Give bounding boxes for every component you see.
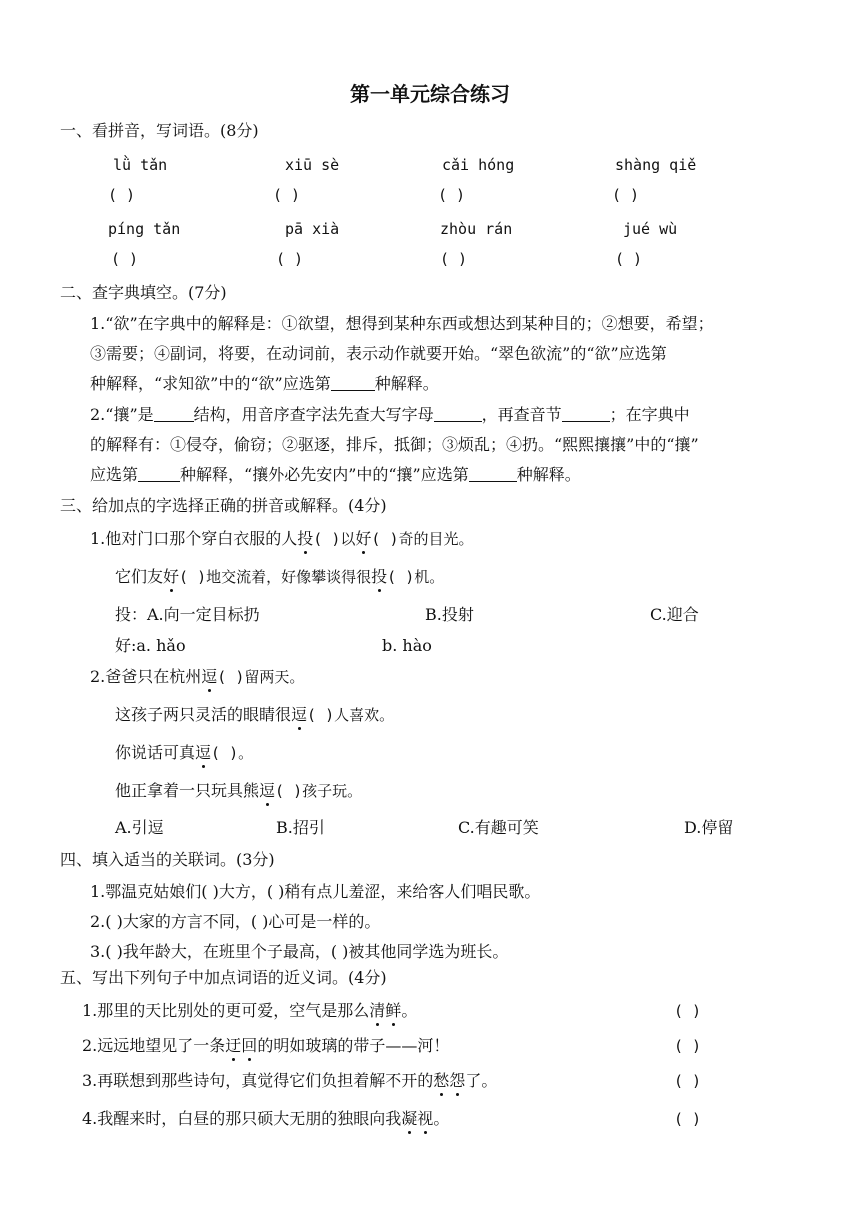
answer-blank-6[interactable]: ( ) [276, 250, 304, 268]
s5-q2: 2.远远地望见了一条迂回的明如玻璃的带子——河！ [82, 1036, 450, 1055]
s5-q1: 1.那里的天比别处的更可爱，空气是那么清鲜。 [82, 1001, 418, 1020]
dou-option-a: A.引逗 [115, 818, 164, 837]
section-2-heading: 二、查字典填空。(7分) [60, 283, 227, 302]
s2-q2-line2: 的解释有：①侵夺，偷窃；②驱逐，排斥，抵御；③烦乱；④扔。“熙熙攘攘”中的“攘” [90, 435, 699, 454]
s2-q2-line3: 应选第 种解释，“攘外必先安内”中的“攘”应选第 种解释。 [90, 465, 581, 484]
answer-blank-2[interactable]: ( ) [273, 186, 301, 204]
dou-option-c: C.有趣可笑 [458, 818, 539, 837]
tou-option-a: 投：A.向一定目标扔 [115, 605, 260, 624]
section-4-heading: 四、填入适当的关联词。(3分) [60, 850, 275, 869]
section-1-heading: 一、看拼音，写词语。(8分) [60, 121, 259, 140]
fill-blank[interactable] [138, 465, 180, 482]
s5-q4: 4.我醒来时，白昼的那只硕大无朋的独眼向我凝视。 [82, 1109, 450, 1128]
answer-blank-5[interactable]: ( ) [111, 250, 139, 268]
s3-q1-line2: 它们友好( )地交流着，好像攀谈得很投( )机。 [115, 567, 445, 586]
dou-option-b: B.招引 [276, 818, 325, 837]
dou-option-d: D.停留 [684, 818, 734, 837]
answer-blank-s5-3[interactable]: ( ) [674, 1072, 702, 1090]
s2-q1-line1: 1.“欲”在字典中的解释是：①欲望，想得到某种东西或想达到某种目的；②想要，希望； [90, 314, 714, 333]
fill-blank[interactable] [154, 405, 194, 422]
s2-q1-line2: ③需要；④副词，将要，在动词前，表示动作就要开始。“翠色欲流”的“欲”应选第 [90, 344, 667, 363]
s3-q2-line2: 这孩子两只灵活的眼睛很逗( )人喜欢。 [115, 705, 395, 724]
answer-blank-s5-1[interactable]: ( ) [674, 1002, 702, 1020]
fill-blank[interactable] [434, 405, 482, 422]
pinyin-7: zhòu rán [440, 220, 513, 238]
s3-q2-line3: 你说话可真逗( )。 [115, 743, 254, 762]
s2-q2-line1: 2.“攘”是 结构，用音序查字法先查大写字母 ，再查音节 ；在字典中 [90, 405, 690, 424]
page-title: 第一单元综合练习 [350, 82, 510, 106]
answer-blank-3[interactable]: ( ) [438, 186, 466, 204]
answer-blank-s5-4[interactable]: ( ) [674, 1110, 702, 1128]
pinyin-6: pā xià [285, 220, 340, 238]
s3-q2-line4: 他正拿着一只玩具熊逗( )孩子玩。 [115, 781, 363, 800]
fill-blank[interactable] [331, 374, 375, 391]
answer-blank-1[interactable]: ( ) [108, 186, 136, 204]
section-5-heading: 五、写出下列句子中加点词语的近义词。(4分) [60, 968, 387, 987]
s4-line-2: 2.( )大家的方言不同，( )心可是一样的。 [90, 912, 381, 931]
pinyin-5: píng tǎn [108, 220, 181, 238]
s4-line-1: 1.鄂温克姑娘们( )大方，( )稍有点儿羞涩，来给客人们唱民歌。 [90, 882, 541, 901]
pinyin-4: shàng qiě [615, 156, 697, 174]
s4-line-3: 3.( )我年龄大，在班里个子最高，( )被其他同学选为班长。 [90, 942, 509, 961]
tou-option-c: C.迎合 [650, 605, 699, 624]
answer-blank-7[interactable]: ( ) [440, 250, 468, 268]
hao-option-a: 好:a. hǎo [115, 636, 186, 655]
pinyin-8: jué wù [623, 220, 678, 238]
answer-blank-4[interactable]: ( ) [612, 186, 640, 204]
fill-blank[interactable] [469, 465, 517, 482]
s5-q3: 3.再联想到那些诗句，真觉得它们负担着解不开的愁怨了。 [82, 1071, 498, 1090]
section-3-heading: 三、给加点的字选择正确的拼音或解释。(4分) [60, 496, 387, 515]
fill-blank[interactable] [562, 405, 610, 422]
answer-blank-8[interactable]: ( ) [615, 250, 643, 268]
s3-q2-line1: 2.爸爸只在杭州逗( )留两天。 [90, 667, 305, 686]
pinyin-3: cǎi hóng [442, 156, 515, 174]
pinyin-2: xiū sè [285, 156, 340, 174]
answer-blank-s5-2[interactable]: ( ) [674, 1037, 702, 1055]
hao-option-b: b. hào [382, 636, 432, 655]
pinyin-1: lǜ tǎn [113, 156, 168, 174]
tou-option-b: B.投射 [425, 605, 474, 624]
s3-q1-line1: 1.他对门口那个穿白衣服的人投( )以好( )奇的目光。 [90, 529, 474, 548]
s2-q1-line3: 种解释，“求知欲”中的“欲”应选第 种解释。 [90, 374, 439, 393]
